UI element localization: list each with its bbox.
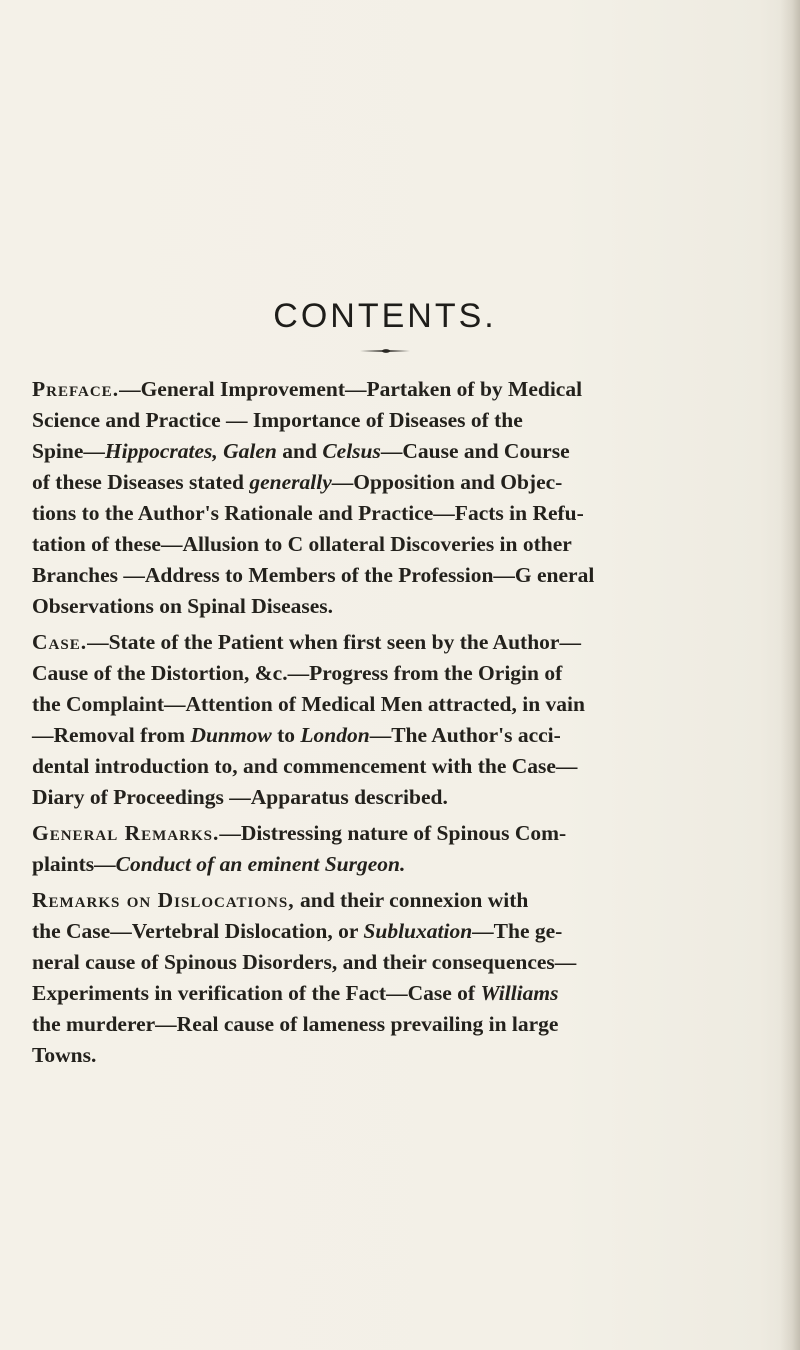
contents-text: and their connexion with — [294, 888, 529, 912]
contents-text: Towns. — [32, 1043, 97, 1067]
italic-text: Subluxation — [363, 919, 473, 943]
contents-line — [32, 885, 732, 916]
page-title: CONTENTS. — [273, 297, 497, 335]
contents-line — [32, 627, 732, 658]
contents-text: and — [276, 439, 323, 463]
contents-line — [32, 467, 732, 498]
contents-line — [32, 529, 732, 560]
contents-text: —Removal from — [32, 723, 191, 747]
page-edge-shadow — [780, 0, 800, 1350]
contents-text: to — [271, 723, 301, 747]
section-heading: General Remarks. — [32, 821, 220, 845]
italic-text: Conduct of an eminent Surgeon. — [115, 852, 406, 876]
contents-line — [32, 978, 732, 1009]
section-heading: Preface. — [32, 377, 120, 401]
contents-line — [32, 1040, 732, 1071]
contents-line — [32, 498, 732, 529]
contents-text: dental introduction to, and commencement with the Case— — [32, 754, 578, 778]
contents-text: Science and Practice — Importance of Diseases of the — [32, 408, 523, 432]
italic-text: Dunmow — [190, 723, 272, 747]
contents-entry — [32, 627, 732, 813]
contents-text: the Case—Vertebral Dislocation, or — [32, 919, 364, 943]
contents-line — [32, 436, 732, 467]
contents-text: Experiments in verification of the Fact—Case of — [32, 981, 481, 1005]
italic-text: Hippocrates, — [104, 439, 218, 463]
contents-line — [32, 751, 732, 782]
contents-line — [32, 405, 732, 436]
contents-text: —Opposition and Objec- — [331, 470, 563, 494]
contents-line — [32, 916, 732, 947]
contents-text: Spine— — [32, 439, 105, 463]
contents-line — [32, 849, 732, 880]
contents-text: Observations on Spinal Diseases. — [32, 594, 334, 618]
contents-text: —Distressing nature of Spinous Com- — [219, 821, 567, 845]
contents-text: —Cause and Course — [380, 439, 570, 463]
ornamental-rule — [360, 348, 410, 354]
italic-text: generally — [249, 470, 332, 494]
contents-line — [32, 374, 732, 405]
contents-line — [32, 947, 732, 978]
contents-line — [32, 591, 732, 622]
contents-text: tions to the Author's Rationale and Practice—Facts in Refu- — [32, 501, 584, 525]
contents-line — [32, 818, 732, 849]
italic-text: Galen — [223, 439, 277, 463]
contents-line — [32, 720, 732, 751]
contents-line — [32, 658, 732, 689]
contents-text: plaints— — [32, 852, 116, 876]
contents-text: —The Author's acci- — [369, 723, 561, 747]
contents-line — [32, 1009, 732, 1040]
contents-text: —State of the Patient when first seen by the Author— — [87, 630, 581, 654]
contents-text: Branches —Address to Members of the Profession—G eneral — [32, 563, 595, 587]
contents-text: —General Improvement—Partaken of by Medical — [119, 377, 583, 401]
contents-text: the murderer—Real cause of lameness prevailing in large — [32, 1012, 559, 1036]
contents-list — [32, 374, 732, 1076]
section-heading: Remarks on Dislocations, — [32, 888, 295, 912]
italic-text: London — [300, 723, 370, 747]
contents-line — [32, 560, 732, 591]
section-heading: Case. — [32, 630, 88, 654]
italic-text: Celsus — [322, 439, 381, 463]
contents-entry — [32, 885, 732, 1071]
contents-text: neral cause of Spinous Disorders, and their consequences— — [32, 950, 577, 974]
contents-text: of these Diseases stated — [32, 470, 250, 494]
contents-text: Diary of Proceedings —Apparatus described. — [32, 785, 448, 809]
contents-text: tation of these—Allusion to C ollateral Discoveries in other — [32, 532, 572, 556]
contents-line — [32, 689, 732, 720]
contents-entry — [32, 818, 732, 880]
italic-text: Williams — [480, 981, 559, 1005]
contents-text: the Complaint—Attention of Medical Men attracted, in vain — [32, 692, 585, 716]
contents-text: —The ge- — [472, 919, 563, 943]
contents-line — [32, 782, 732, 813]
contents-text: Cause of the Distortion, &c.—Progress from the Origin of — [32, 661, 563, 685]
contents-entry — [32, 374, 732, 622]
